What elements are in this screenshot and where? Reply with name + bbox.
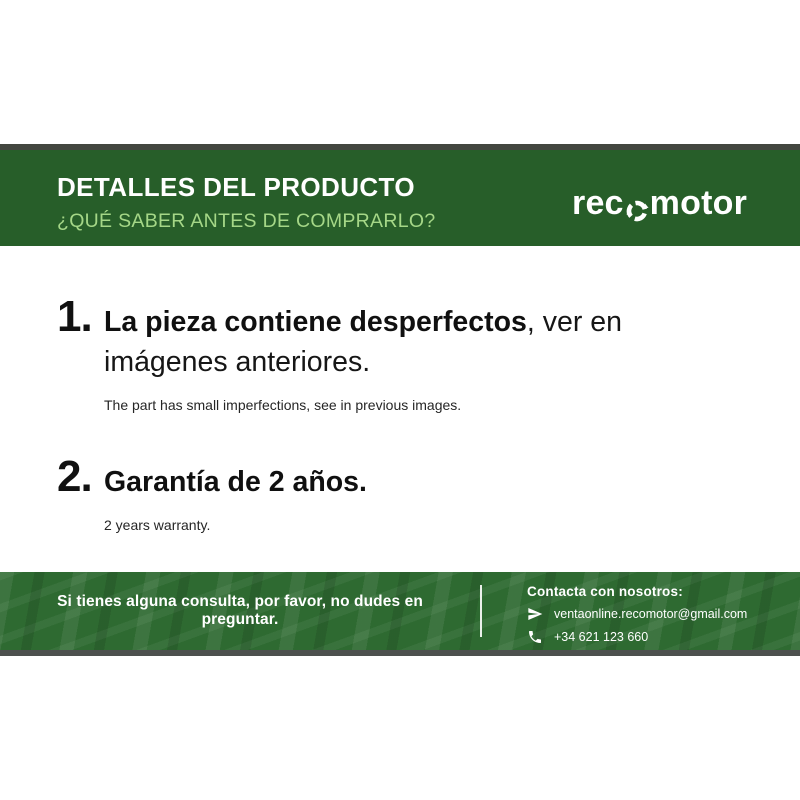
item-1-body: [104, 302, 669, 413]
footer-band: [0, 572, 800, 650]
contact-email: ventaonline.recomotor@gmail.com: [554, 607, 748, 621]
contact-block: [482, 572, 800, 650]
contact-heading: Contacta con nosotros:: [527, 584, 683, 599]
item-2-text-bold: Garantía de 2 años.: [104, 466, 367, 498]
recycle-o-icon: [625, 193, 649, 217]
page-subtitle: ¿QUÉ SABER ANTES DE COMPRARLO?: [57, 210, 436, 232]
item-2-text: [104, 462, 669, 502]
page-title: DETALLES DEL PRODUCTO: [57, 172, 415, 202]
product-details-list: [0, 246, 800, 533]
contact-phone-row: [527, 629, 800, 645]
item-2-body: [104, 462, 669, 533]
footer-message: Si tienes alguna consulta, por favor, no dudes en preguntar.: [57, 593, 423, 628]
header-band: [0, 150, 800, 246]
header-text-block: [57, 172, 436, 233]
item-1-text: [104, 302, 669, 382]
footer-message-block: [0, 572, 480, 650]
item-1-number: 1.: [57, 292, 92, 341]
send-icon: [527, 606, 543, 622]
item-2-number: 2.: [57, 452, 92, 501]
item-1-text-bold: La pieza contiene desperfectos: [104, 306, 527, 338]
footer-bottom-strip: [0, 650, 800, 656]
logo-text-suffix: motor: [649, 184, 747, 222]
item-1-translation: The part has small imperfections, see in previous images.: [104, 397, 462, 413]
list-item-2: [0, 452, 800, 533]
item-2-translation: 2 years warranty.: [104, 517, 211, 533]
contact-email-row: [527, 606, 800, 622]
logo-text-prefix: rec: [572, 184, 624, 222]
phone-icon: [527, 629, 543, 645]
contact-phone: +34 621 123 660: [554, 630, 649, 644]
recomotor-logo: [572, 184, 747, 223]
list-item-1: [0, 292, 800, 413]
item-1-text-regular: , ver en imágenes anteriores.: [104, 306, 622, 378]
